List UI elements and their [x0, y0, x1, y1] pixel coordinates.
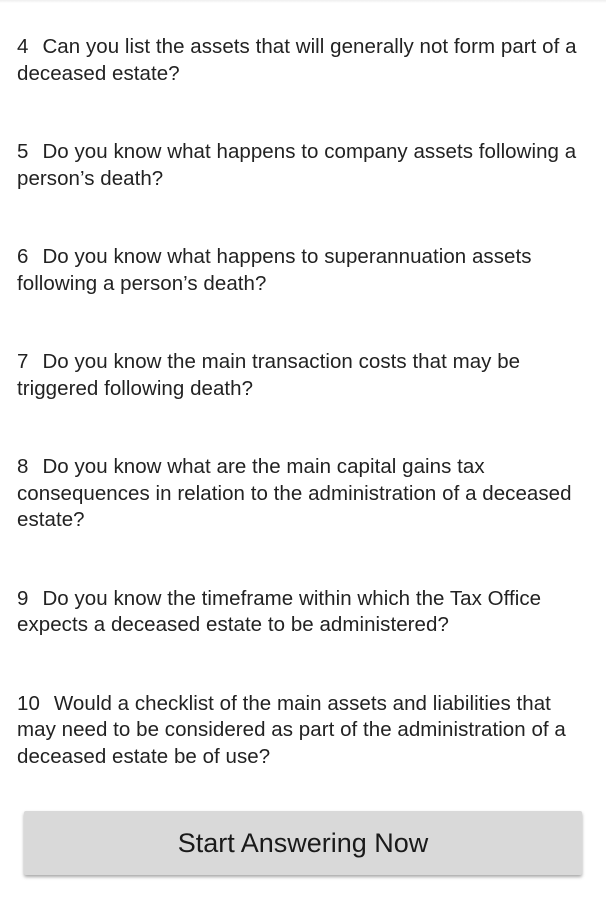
question-item: [17, 244, 592, 297]
question-item: [17, 691, 592, 771]
question-text: Do you know what are the main capital gains tax consequences in relation to the administration of a deceased estate?: [17, 455, 572, 531]
question-number: 7: [17, 350, 29, 373]
question-number: 9: [17, 586, 29, 610]
question-text: Can you list the assets that will generally not form part of a deceased estate?: [17, 35, 577, 85]
start-answering-button[interactable]: Start Answering Now: [24, 811, 582, 875]
question-text: Would a checklist of the main assets and liabilities that may need to be considered as part of the administration of a deceased estate be of use?: [17, 691, 566, 768]
question-item: [17, 34, 592, 87]
question-text: Do you know what happens to superannuation assets following a person’s death?: [17, 245, 532, 295]
question-item: [17, 586, 592, 639]
question-number: 5: [17, 140, 29, 163]
question-text: Do you know the timeframe within which the Tax Office expects a deceased estate to be administered?: [17, 586, 542, 636]
question-number: 6: [17, 245, 29, 268]
question-text: Do you know what happens to company assets following a person’s death?: [17, 140, 577, 190]
question-number: 10: [17, 691, 40, 715]
question-item: [17, 349, 592, 402]
question-list: [17, 34, 592, 822]
question-number: 4: [17, 35, 29, 58]
question-number: 8: [17, 455, 29, 478]
question-item: [17, 454, 592, 534]
question-item: [17, 139, 592, 192]
question-text: Do you know the main transaction costs that may be triggered following death?: [17, 350, 521, 400]
top-divider: [0, 0, 606, 3]
